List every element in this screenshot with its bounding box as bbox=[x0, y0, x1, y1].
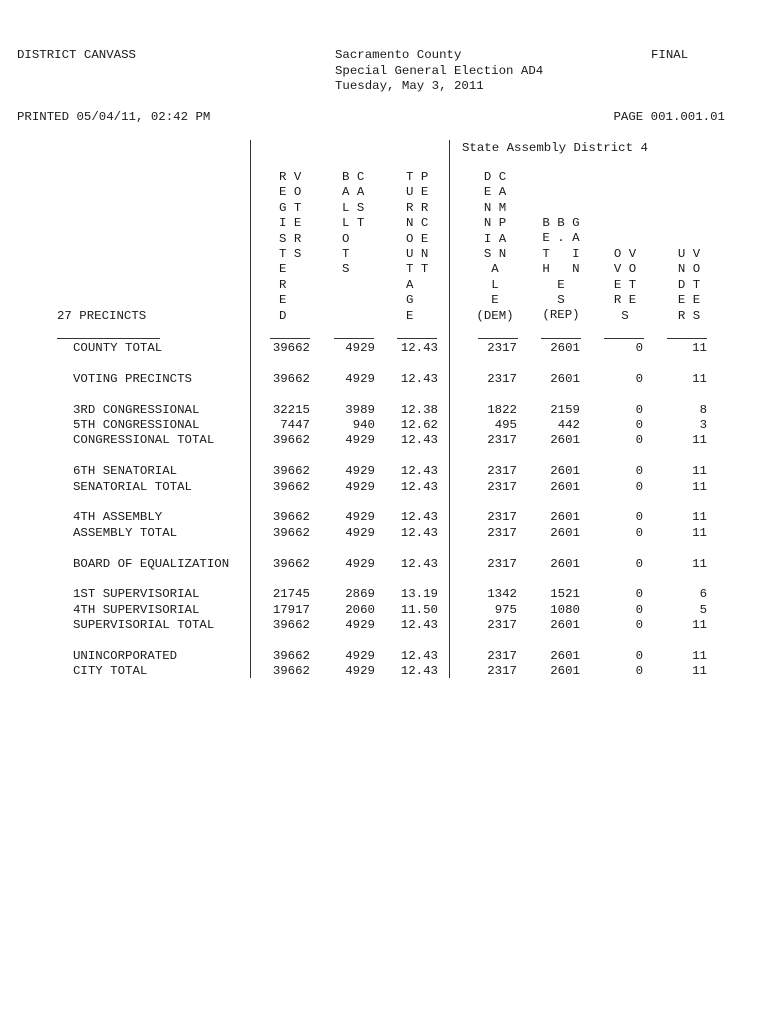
row-value: 2317 bbox=[487, 433, 517, 448]
row-value: 2317 bbox=[487, 525, 517, 540]
row-value: 11 bbox=[692, 664, 707, 679]
row-value: 11 bbox=[692, 479, 707, 494]
row-value: 39662 bbox=[272, 341, 310, 355]
row-value: 2317 bbox=[487, 556, 517, 571]
header-letter-row: B C bbox=[342, 170, 365, 184]
row-value: 8 bbox=[699, 402, 707, 417]
row-value: 0 bbox=[635, 664, 643, 679]
row-value: 2601 bbox=[550, 464, 580, 479]
row-value: 39662 bbox=[272, 510, 310, 525]
header-letter-row: B B G bbox=[542, 216, 580, 230]
header-letter-row: A bbox=[491, 262, 499, 277]
row-label: VOTING PRECINCTS bbox=[73, 371, 192, 386]
under-underline bbox=[667, 338, 707, 339]
header-letter-row: U N bbox=[406, 246, 429, 261]
row-value: 39662 bbox=[272, 649, 310, 663]
row-value: 2601 bbox=[550, 618, 580, 633]
row-value: 2317 bbox=[487, 371, 517, 386]
header-letter-row: E O bbox=[279, 185, 302, 200]
header-letter-row: G bbox=[406, 293, 414, 308]
over-votes-header bbox=[612, 247, 638, 324]
row-value: 39662 bbox=[272, 464, 310, 479]
row-value: 2601 bbox=[550, 479, 580, 494]
row-value: 6 bbox=[699, 587, 707, 602]
row-value: 2601 bbox=[550, 433, 580, 448]
row-value: 0 bbox=[635, 402, 643, 417]
row-value: 3 bbox=[699, 418, 707, 432]
row-value: 21745 bbox=[272, 587, 310, 602]
row-value: 4929 bbox=[345, 479, 375, 494]
row-value: 1521 bbox=[550, 587, 580, 602]
row-label: 1ST SUPERVISORIAL bbox=[73, 587, 200, 602]
over-underline bbox=[604, 338, 644, 339]
row-value: 0 bbox=[635, 525, 643, 540]
row-value: 11 bbox=[692, 371, 707, 386]
rep-candidate-header bbox=[537, 216, 585, 324]
row-value: 11 bbox=[692, 556, 707, 571]
row-value: 4929 bbox=[345, 618, 375, 633]
header-letter-row: O bbox=[342, 231, 350, 246]
row-value: 12.38 bbox=[400, 402, 438, 417]
row-value: 39662 bbox=[272, 618, 310, 633]
election-date: Tuesday, May 3, 2011 bbox=[335, 79, 484, 93]
header-letter-row: T P bbox=[406, 170, 429, 184]
registered-voters-header bbox=[279, 170, 301, 324]
row-label: SENATORIAL TOTAL bbox=[73, 479, 192, 494]
header-letter-row: A A bbox=[342, 185, 365, 200]
row-value: 11 bbox=[692, 433, 707, 448]
dem-candidate-header bbox=[472, 170, 518, 324]
header-letter-row: U V bbox=[677, 247, 701, 261]
header-letter-row: T T bbox=[406, 262, 429, 277]
row-label: 3RD CONGRESSIONAL bbox=[73, 402, 200, 417]
row-value: 11 bbox=[692, 464, 707, 479]
row-label: COUNTY TOTAL bbox=[73, 341, 163, 355]
header-letter-row: R S bbox=[677, 308, 701, 323]
row-value: 2317 bbox=[487, 649, 517, 663]
row-value: 1342 bbox=[487, 587, 517, 602]
row-value: 442 bbox=[557, 418, 580, 432]
contest-column-rule bbox=[449, 140, 450, 678]
header-letter-row: N C bbox=[406, 216, 429, 231]
row-value: 2601 bbox=[550, 664, 580, 679]
row-value: 4929 bbox=[345, 464, 375, 479]
row-value: 2317 bbox=[487, 664, 517, 679]
row-value: 2159 bbox=[550, 402, 580, 417]
row-value: 2601 bbox=[550, 649, 580, 663]
header-letter-row: (DEM) bbox=[476, 308, 514, 323]
row-value: 11.50 bbox=[400, 602, 438, 617]
row-value: 4929 bbox=[345, 433, 375, 448]
row-value: 39662 bbox=[272, 371, 310, 386]
row-value: 0 bbox=[635, 479, 643, 494]
rep-underline bbox=[541, 338, 581, 339]
row-value: 12.62 bbox=[400, 418, 438, 432]
row-label: ASSEMBLY TOTAL bbox=[73, 525, 178, 540]
header-letter-row: E . A bbox=[542, 231, 580, 246]
header-letter-row: S N bbox=[483, 246, 507, 261]
row-value: 0 bbox=[635, 602, 643, 617]
label-underline bbox=[57, 338, 160, 339]
header-letter-row: R bbox=[279, 277, 287, 292]
row-value: 11 bbox=[692, 510, 707, 525]
row-value: 12.43 bbox=[400, 464, 438, 479]
status-label: FINAL bbox=[651, 48, 689, 62]
header-letter-row: N M bbox=[483, 200, 507, 215]
header-letter-row: D C bbox=[483, 170, 507, 184]
row-value: 4929 bbox=[345, 510, 375, 525]
report-title: DISTRICT CANVASS bbox=[17, 48, 136, 62]
row-value: 2317 bbox=[487, 618, 517, 633]
row-value: 12.43 bbox=[400, 510, 438, 525]
row-value: 2317 bbox=[487, 464, 517, 479]
row-value: 12.43 bbox=[400, 618, 438, 633]
row-value: 4929 bbox=[345, 664, 375, 679]
row-label: BOARD OF EQUALIZATION bbox=[73, 556, 230, 571]
row-value: 13.19 bbox=[400, 587, 438, 602]
row-label: CITY TOTAL bbox=[73, 664, 148, 679]
header-letter-row: S bbox=[342, 262, 350, 277]
row-value: 39662 bbox=[272, 433, 310, 448]
row-value: 2869 bbox=[345, 587, 375, 602]
row-value: 11 bbox=[692, 525, 707, 540]
row-value: 39662 bbox=[272, 525, 310, 540]
header-letter-row: O V bbox=[613, 247, 637, 261]
row-label: 4TH ASSEMBLY bbox=[73, 510, 163, 525]
row-value: 12.43 bbox=[400, 664, 438, 679]
row-value: 2601 bbox=[550, 525, 580, 540]
header-letter-row: L T bbox=[342, 216, 365, 231]
header-letter-row: V O bbox=[613, 262, 637, 277]
row-value: 0 bbox=[635, 556, 643, 571]
header-letter-row: S bbox=[621, 308, 629, 323]
row-value: 0 bbox=[635, 418, 643, 432]
header-letter-row: R E bbox=[613, 293, 637, 308]
row-value: 0 bbox=[635, 510, 643, 525]
row-value: 975 bbox=[494, 602, 517, 617]
row-value: 2317 bbox=[487, 341, 517, 355]
header-letter-row: T S bbox=[279, 246, 302, 261]
row-value: 0 bbox=[635, 649, 643, 663]
row-label: CONGRESSIONAL TOTAL bbox=[73, 433, 215, 448]
row-value: 11 bbox=[692, 618, 707, 633]
row-value: 0 bbox=[635, 618, 643, 633]
row-value: 4929 bbox=[345, 341, 375, 355]
header-letter-row: I E bbox=[279, 216, 302, 231]
row-value: 940 bbox=[352, 418, 375, 432]
header-letter-row: E E bbox=[677, 293, 701, 308]
page-number: PAGE 001.001.01 bbox=[613, 110, 725, 124]
row-value: 17917 bbox=[272, 602, 310, 617]
row-label: 6TH SENATORIAL bbox=[73, 464, 178, 479]
row-value: 2317 bbox=[487, 510, 517, 525]
row-value: 12.43 bbox=[400, 479, 438, 494]
header-letter-row: O E bbox=[406, 231, 429, 246]
row-value: 4929 bbox=[345, 649, 375, 663]
contest-title: State Assembly District 4 bbox=[462, 141, 648, 155]
turnout-underline bbox=[397, 338, 437, 339]
turnout-percentage-header bbox=[406, 170, 428, 324]
header-letter-row: E A bbox=[483, 185, 507, 200]
row-value: 3989 bbox=[345, 402, 375, 417]
header-letter-row: S R bbox=[279, 231, 302, 246]
row-value: 12.43 bbox=[400, 525, 438, 540]
header-letter-row: E T bbox=[613, 277, 637, 292]
row-value: 11 bbox=[692, 649, 707, 663]
header-letter-row: E bbox=[557, 277, 565, 292]
row-value: 2601 bbox=[550, 371, 580, 386]
row-label: 4TH SUPERVISORIAL bbox=[73, 602, 200, 617]
header-letter-row: N P bbox=[483, 216, 507, 231]
row-value: 39662 bbox=[272, 479, 310, 494]
row-value: 12.43 bbox=[400, 341, 438, 355]
row-value: 2601 bbox=[550, 341, 580, 355]
row-value: 11 bbox=[692, 341, 707, 355]
header-letter-row: R V bbox=[279, 170, 302, 184]
row-value: 12.43 bbox=[400, 433, 438, 448]
county-name: Sacramento County bbox=[335, 48, 462, 62]
row-value: 12.43 bbox=[400, 556, 438, 571]
row-label: UNINCORPORATED bbox=[73, 649, 178, 663]
row-value: 0 bbox=[635, 341, 643, 355]
row-value: 1822 bbox=[487, 402, 517, 417]
election-name: Special General Election AD4 bbox=[335, 64, 544, 78]
registered-underline bbox=[270, 338, 310, 339]
row-value: 2601 bbox=[550, 556, 580, 571]
row-value: 7447 bbox=[280, 418, 310, 432]
header-letter-row: E bbox=[406, 308, 414, 323]
row-value: 12.43 bbox=[400, 649, 438, 663]
row-value: 0 bbox=[635, 433, 643, 448]
row-value: 12.43 bbox=[400, 371, 438, 386]
header-letter-row: E bbox=[491, 293, 499, 308]
row-value: 4929 bbox=[345, 371, 375, 386]
header-letter-row: S bbox=[557, 292, 565, 307]
dem-underline bbox=[478, 338, 518, 339]
row-value: 4929 bbox=[345, 556, 375, 571]
header-letter-row: I A bbox=[483, 231, 507, 246]
row-value: 32215 bbox=[272, 402, 310, 417]
row-value: 495 bbox=[494, 418, 517, 432]
row-value: 5 bbox=[699, 602, 707, 617]
header-letter-row: D bbox=[279, 308, 287, 323]
header-letter-row: (REP) bbox=[542, 308, 580, 323]
header-letter-row: E bbox=[279, 293, 287, 308]
header-letter-row: T bbox=[342, 246, 350, 261]
header-letter-row: T I bbox=[542, 246, 580, 261]
header-letter-row: L S bbox=[342, 200, 365, 215]
row-value: 2601 bbox=[550, 510, 580, 525]
header-letter-row: H N bbox=[542, 262, 580, 277]
row-value: 0 bbox=[635, 371, 643, 386]
header-letter-row: E bbox=[279, 262, 287, 277]
row-value: 0 bbox=[635, 464, 643, 479]
row-value: 2060 bbox=[345, 602, 375, 617]
row-value: 4929 bbox=[345, 525, 375, 540]
header-letter-row: R R bbox=[406, 200, 429, 215]
under-votes-header bbox=[676, 247, 702, 324]
row-value: 39662 bbox=[272, 556, 310, 571]
row-value: 0 bbox=[635, 587, 643, 602]
row-label: SUPERVISORIAL TOTAL bbox=[73, 618, 215, 633]
ballots-cast-header bbox=[342, 170, 364, 278]
header-letter-row: N O bbox=[677, 262, 701, 277]
row-value: 2317 bbox=[487, 479, 517, 494]
ballots-underline bbox=[334, 338, 374, 339]
row-label: 5TH CONGRESSIONAL bbox=[73, 418, 200, 432]
header-letter-row: G T bbox=[279, 200, 302, 215]
precinct-count-label: 27 PRECINCTS bbox=[57, 309, 147, 323]
row-value: 1080 bbox=[550, 602, 580, 617]
header-letter-row: D T bbox=[677, 277, 701, 292]
header-letter-row: U E bbox=[406, 185, 429, 200]
printed-timestamp: PRINTED 05/04/11, 02:42 PM bbox=[17, 110, 211, 124]
header-letter-row: A bbox=[406, 277, 414, 292]
header-letter-row: L bbox=[491, 277, 499, 292]
row-value: 39662 bbox=[272, 664, 310, 679]
